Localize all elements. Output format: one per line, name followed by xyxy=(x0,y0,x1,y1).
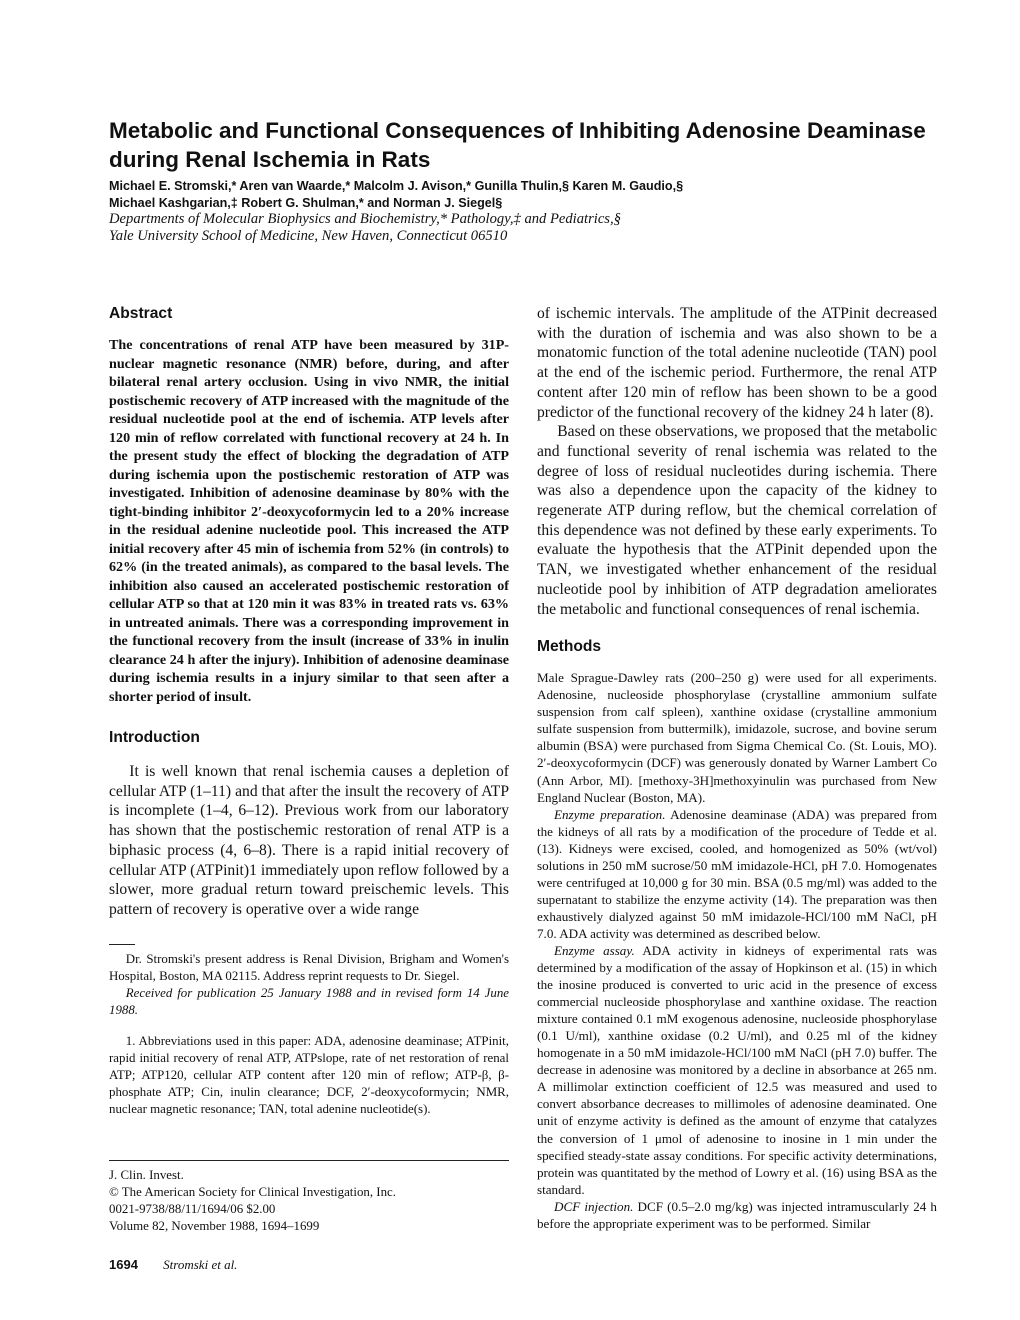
author-line-1: Michael E. Stromski,* Aren van Waarde,* Malcolm J. Avison,* Gunilla Thulin,§ Karen M. Gaudio,§ xyxy=(109,179,684,193)
left-column xyxy=(109,304,509,920)
author-list xyxy=(109,178,929,212)
affiliation-line-2: Yale University School of Medicine, New Haven, Connecticut 06510 xyxy=(109,228,508,244)
methods-heading: Methods xyxy=(537,638,602,656)
enzyme-preparation-title: Enzyme preparation. xyxy=(554,806,666,822)
methods-enzyme-preparation xyxy=(537,806,937,942)
running-author: Stromski et al. xyxy=(163,1257,238,1272)
introduction-paragraph-2: Based on these observations, we proposed that the metabolic and functional severity of renal ischemia was related to the degree of loss of residual nucleotides during ischemia. There was also a dependence upon the capacity of the kidney to regenerate ATP during reflow, but the chemical correlation of this dependence was not defined by these early experiments. To evaluate the hypothesis that the ATPinit depended upon the TAN, we investigated whether enhancement of the residual nucleotide pool by inhibition of ATP degradation ameliorates the metabolic and functional consequences of renal ischemia. xyxy=(537,423,937,618)
journal-info xyxy=(109,1160,509,1235)
author-line-2: Michael Kashgarian,‡ Robert G. Shulman,* and Norman J. Siegel§ xyxy=(109,196,503,210)
issn-line: 0021-9738/88/11/1694/06 $2.00 xyxy=(109,1202,276,1216)
enzyme-preparation-text: Adenosine deaminase (ADA) was prepared from the kidneys of all rats by a modification of the procedure of Tedde et al. (13). Kidneys were excised, cooled, and homogenized as 50% (wt/vol) solutions in 250 mM sucrose/50 mM imidazole-HCl, pH 7.0. Homogenates were centrifuged at 10,000 g for 30 min. BSA (0.5 mg/ml) was added to the supernatant to stabilize the enzyme activity (14). The preparation was then exhaustively dialyzed against 50 mM imidazole-HCl/100 mM NaCl, pH 7.0. ADA activity was determined as described below. xyxy=(537,806,938,941)
abstract-text: The concentrations of renal ATP have been measured by 31P-nuclear magnetic resonance (NMR) before, during, and after bilateral renal artery occlusion. Using in vivo NMR, the initial postischemic recovery of ATP increased with the magnitude of the residual nucleotide pool at the end of ischemia. ATP levels after 120 min of reflow correlated with functional recovery at 24 h. In the present study the effect of blocking the degradation of ATP during ischemia upon the postischemic restoration of ATP was investigated. Inhibition of adenosine deaminase by 80% with the tight-binding inhibitor 2′-deoxycoformycin led to a 20% increase in the residual adenine nucleotide pool. This increased the ATP initial recovery after 45 min of ischemia from 52% (in controls) to 62% (in the treated animals), as compared to the basal levels. The inhibition also caused an accelerated postischemic restoration of cellular ATP so that at 120 min it was 83% in treated rats vs. 63% in untreated animals. There was a corresponding improvement in the functional recovery from the insult (increase of 33% in inulin clearance 24 h after the injury). Inhibition of adenosine deaminase during ischemia results in a injury similar to that seen after a shorter period of insult. xyxy=(109,337,509,705)
article-title: Metabolic and Functional Consequences of Inhibiting Adenosine Deaminase during Renal Ischemia in Rats xyxy=(109,118,926,172)
methods-materials-paragraph: Male Sprague-Dawley rats (200–250 g) were used for all experiments. Adenosine, nucleoside phosphorylase (crystalline ammonium sulfate suspension from calf spleen), xanthine oxidase (crystalline ammonium sulfate suspension from buttermilk), imidazole, sucrose, and bovine serum albumin (BSA) were purchased from Sigma Chemical Co. (St. Louis, MO). 2′-deoxycoformycin (DCF) was generously donated by Warner Lambert Co (Ann Arbor, MI). [methoxy-3H]methoxyinulin was purchased from New England Nuclear (Boston, MA). xyxy=(537,670,937,805)
introduction-heading: Introduction xyxy=(109,729,200,746)
page-footer xyxy=(109,1257,237,1273)
dcf-injection-text: DCF (0.5–2.0 mg/kg) was injected intramuscularly 24 h before the appropriate experiment was to be performed. Similar xyxy=(537,1198,937,1231)
footnotes xyxy=(109,944,509,1118)
right-column xyxy=(537,304,937,1232)
enzyme-assay-text: ADA activity in kidneys of experimental rats was determined by a modification of the assay of Hopkinson et al. (15) in which the inosine produced is converted to uric acid in the presence of excess commercial nucleoside phosphorylase and xanthine oxidase. The reaction mixture contained 0.1 mM exogenous adenosine, nucleoside phosphorylase (0.1 U/ml), xanthine oxidase (0.2 U/ml), and 0.25 ml of the kidney homogenate in a 50 mM imidazole-HCl/100 mM NaCl (pH 7.0) buffer. The decrease in adenosine was monitored by a decline in absorbance at 265 nm. A millimolar extinction coefficient of 12.5 was measured and used to convert absorbance decreases to millimoles of adenosine deaminated. One unit of enzyme activity is defined as the amount of enzyme that catalyzes the conversion of 1 μmol of adenosine to inosine in 1 min under the specified steady-state assay conditions. For specific activity determinations, protein was quantitated by the method of Lowry et al. (16) using BSA as the standard. xyxy=(537,943,937,1197)
introduction-paragraph-1: It is well known that renal ischemia causes a depletion of cellular ATP (1–11) and that after the insult the recovery of ATP is incomplete (1–4, 6–12). Previous work from our laboratory has shown that the postischemic restoration of renal ATP is a biphasic process (4, 6–8). There is a rapid initial recovery of cellular ATP (ATPinit)1 immediately upon reflow followed by a slower, more gradual return toward preischemic levels. This pattern of recovery is operative over a wide range xyxy=(109,763,509,918)
methods-enzyme-assay xyxy=(537,942,937,1198)
footnote-address: Dr. Stromski's present address is Renal Division, Brigham and Women's Hospital, Boston, MA 02115. Address reprint requests to Dr. Siegel. xyxy=(109,952,509,983)
page-number: 1694 xyxy=(109,1257,138,1272)
affiliations xyxy=(109,211,929,245)
abstract-heading: Abstract xyxy=(109,305,173,322)
introduction-paragraph-1-continued: of ischemic intervals. The amplitude of the ATPinit decreased with the duration of ischemia and was also shown to be a monatomic function of the total adenine nucleotide (TAN) pool at the end of the ischemic period. Furthermore, the renal ATP content after 120 min of reflow has been shown to be a good predictor of the functional recovery of the kidney 24 h later (8). xyxy=(537,305,937,421)
volume-line: Volume 82, November 1988, 1694–1699 xyxy=(109,1219,320,1233)
dcf-injection-title: DCF injection. xyxy=(554,1198,634,1214)
affiliation-line-1: Departments of Molecular Biophysics and Biochemistry,* Pathology,‡ and Pediatrics,§ xyxy=(109,211,621,227)
methods-dcf-injection xyxy=(537,1198,937,1232)
footnote-received: Received for publication 25 January 1988 and in revised form 14 June 1988. xyxy=(109,986,509,1017)
copyright-line: © The American Society for Clinical Investigation, Inc. xyxy=(109,1185,396,1199)
footnote-abbreviations: 1. Abbreviations used in this paper: ADA, adenosine deaminase; ATPinit, rapid initial recovery of renal ATP, ATPslope, rate of net restoration of renal ATP; ATP120, cellular ATP content after 120 min of reflow; ATP-β, β-phosphate ATP; Cin, inulin clearance; DCF, 2′-deoxycoformycin; NMR, nuclear magnetic resonance; TAN, total adenine nucleotide(s). xyxy=(109,1034,509,1116)
footnote-divider xyxy=(109,944,135,945)
journal-divider xyxy=(109,1160,509,1161)
journal-name: J. Clin. Invest. xyxy=(109,1168,184,1182)
enzyme-assay-title: Enzyme assay. xyxy=(554,943,635,958)
